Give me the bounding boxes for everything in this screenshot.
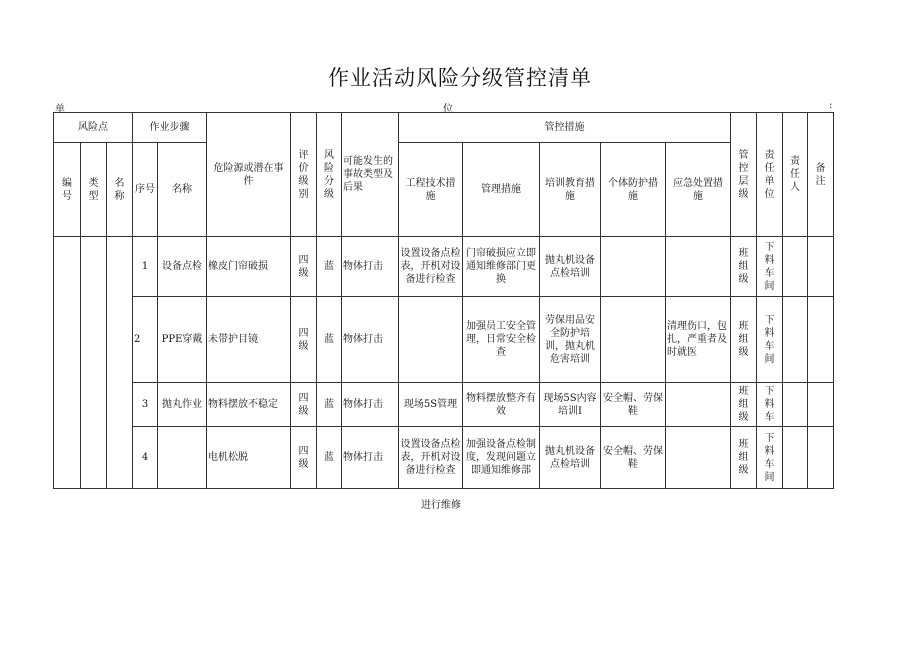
cell-train: 劳保用品安全防护培训，抛丸机危害培训 <box>540 297 601 383</box>
cell-risk: 蓝 <box>317 237 342 297</box>
unit-label-middle: 位 <box>443 104 453 115</box>
cell-remark <box>808 383 834 427</box>
cell-risk: 蓝 <box>317 427 342 489</box>
cell-level: 班组级 <box>731 237 757 297</box>
header-risk-point: 风险点 <box>54 113 133 143</box>
cell-accident: 物体打击 <box>342 427 399 489</box>
cell-ppe <box>601 237 666 297</box>
header-step-name: 名称 <box>158 143 207 237</box>
cell-unit: 下料车 <box>757 383 783 427</box>
cell-no <box>54 237 81 489</box>
cell-risk: 蓝 <box>317 383 342 427</box>
header-eval-level: 评价级别 <box>291 113 317 237</box>
cell-accident: 物体打击 <box>342 297 399 383</box>
cell-hazard: 物料摆放不稳定 <box>207 383 291 427</box>
cell-mgmt: 加强员工安全管理，日常安全检查 <box>463 297 540 383</box>
header-eng-tech: 工程技术措施 <box>399 143 463 237</box>
page-title: 作业活动风险分级管控清单 <box>328 66 592 90</box>
cell-seq: 3 <box>133 383 158 427</box>
cell-level: 班组级 <box>731 383 757 427</box>
overflow-note: 进行维修 <box>421 500 461 511</box>
header-remarks: 备注 <box>808 113 834 237</box>
cell-step: PPE穿戴 <box>158 297 207 383</box>
header-management: 管理措施 <box>463 143 540 237</box>
cell-emerg <box>666 427 731 489</box>
cell-eng <box>399 297 463 383</box>
cell-seq: 4 <box>133 427 158 489</box>
cell-emerg <box>666 383 731 427</box>
cell-person <box>783 427 808 489</box>
table-row <box>54 383 834 427</box>
header-seq: 序号 <box>133 143 158 237</box>
header-risk-level: 风险分级 <box>317 113 342 237</box>
cell-ppe: 安全帽、劳保鞋 <box>601 383 666 427</box>
header-control-measures: 管控措施 <box>399 113 731 143</box>
header-training: 培训教育措施 <box>540 143 601 237</box>
cell-mgmt: 门帘破损应立即通知维修部门更换 <box>463 237 540 297</box>
cell-step: 设备点检 <box>158 237 207 297</box>
cell-train: 抛丸机设备点检培训 <box>540 237 601 297</box>
cell-risk: 蓝 <box>317 297 342 383</box>
cell-seq: 1 <box>133 237 158 297</box>
cell-type <box>81 237 107 489</box>
cell-remark <box>808 297 834 383</box>
cell-step: 抛丸作业 <box>158 383 207 427</box>
header-accident-type: 可能发生的事故类型及后果 <box>342 113 399 237</box>
cell-eval: 四级 <box>291 297 317 383</box>
cell-hazard: 未带护目镜 <box>207 297 291 383</box>
cell-ppe <box>601 297 666 383</box>
cell-eng: 现场5S管理 <box>399 383 463 427</box>
header-ppe: 个体防护措施 <box>601 143 666 237</box>
cell-person <box>783 237 808 297</box>
cell-eval: 四级 <box>291 427 317 489</box>
cell-eval: 四级 <box>291 237 317 297</box>
cell-unit: 下料车间 <box>757 427 783 489</box>
cell-person <box>783 297 808 383</box>
cell-remark <box>808 427 834 489</box>
risk-control-table <box>53 112 834 489</box>
cell-hazard: 橡皮门帘破损 <box>207 237 291 297</box>
cell-accident: 物体打击 <box>342 383 399 427</box>
cell-mgmt: 物料摆放整齐有效 <box>463 383 540 427</box>
cell-level: 班组级 <box>731 427 757 489</box>
unit-label-left: 单 <box>55 104 65 115</box>
header-resp-person: 责任人 <box>783 113 808 237</box>
cell-step <box>158 427 207 489</box>
cell-name <box>107 237 133 489</box>
cell-hazard: 电机松脱 <box>207 427 291 489</box>
cell-eval: 四级 <box>291 383 317 427</box>
cell-person <box>783 383 808 427</box>
cell-unit: 下料车间 <box>757 237 783 297</box>
table-row <box>54 427 834 489</box>
cell-train: 现场5S内容培训I <box>540 383 601 427</box>
cell-level: 班组级 <box>731 297 757 383</box>
cell-mgmt: 加强设备点检制度，发现问题立即通知维修部 <box>463 427 540 489</box>
header-type: 类型 <box>81 143 107 237</box>
header-work-steps: 作业步骤 <box>133 113 207 143</box>
header-name: 名称 <box>107 143 133 237</box>
header-no: 编号 <box>54 143 81 237</box>
cell-train: 抛丸机设备点检培训 <box>540 427 601 489</box>
cell-eng: 设置设备点检表，开机对设备进行检查 <box>399 237 463 297</box>
table-row <box>54 237 834 297</box>
header-control-level: 管控层级 <box>731 113 757 237</box>
cell-emerg <box>666 237 731 297</box>
header-resp-unit: 责任单位 <box>757 113 783 237</box>
header-hazard: 危险源或潜在事件 <box>207 113 291 237</box>
cell-emerg: 清理伤口，包扎，严重者及时就医 <box>666 297 731 383</box>
table-row <box>54 297 834 383</box>
cell-unit: 下料车间 <box>757 297 783 383</box>
cell-accident: 物体打击 <box>342 237 399 297</box>
unit-label-right: : <box>829 100 833 111</box>
cell-ppe: 安全帽、劳保鞋 <box>601 427 666 489</box>
cell-eng: 设置设备点检表，开机对设备进行检查 <box>399 427 463 489</box>
cell-seq: 2 <box>133 297 158 383</box>
cell-remark <box>808 237 834 297</box>
header-emergency: 应急处置措施 <box>666 143 731 237</box>
